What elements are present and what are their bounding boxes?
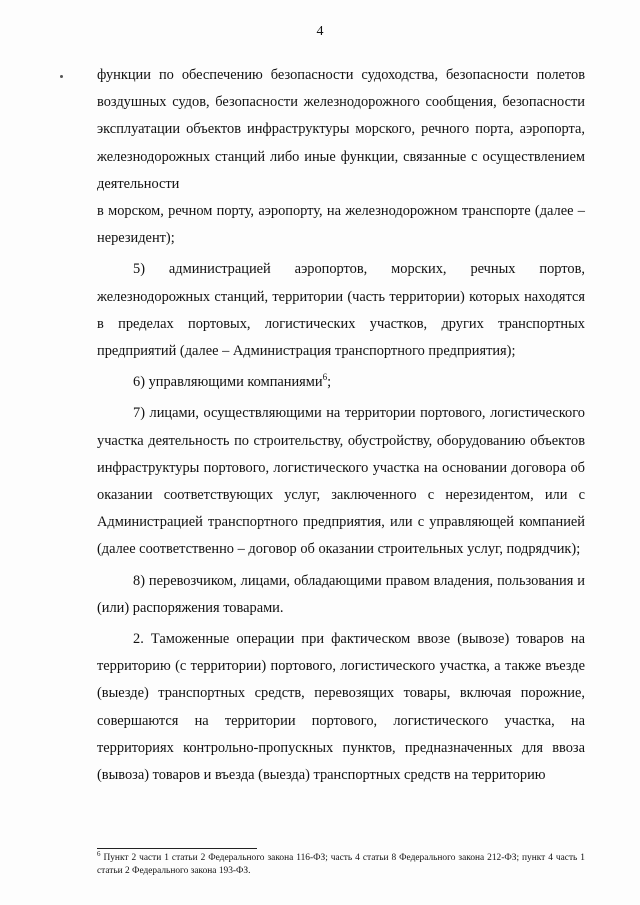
list-item-6-text: 6) управляющими компаниями bbox=[133, 374, 323, 391]
list-item-5: 5) администрацией аэропортов, морских, речных портов, железнодорожных станций, территории (часть территории) которых находятся в пределах портовых, логистических участков, других транспортных предприятий (далее – Администрация транспортного предприятия); bbox=[97, 261, 585, 360]
footnote-ref: 6 bbox=[322, 372, 328, 383]
scan-dot bbox=[60, 75, 63, 78]
list-item-6-end: ; bbox=[327, 374, 332, 391]
page-number: 4 bbox=[316, 24, 324, 39]
body-text bbox=[97, 62, 585, 789]
footnote-rule bbox=[97, 848, 257, 849]
list-item-8: 8) перевозчиком, лицами, обладающими правом владения, пользования и (или) распоряжения товарами. bbox=[97, 572, 585, 616]
paragraph-continuation: функции по обеспечению безопасности судоходства, безопасности полетов воздушных судов, безопасности железнодорожного сообщения, безопасности эксплуатации объектов инфраструктуры морского, речного порта, аэропорта, железнодорожных станций либо иные функции, связанные с осуществлением деятельности bbox=[97, 67, 585, 192]
paragraph-continuation-2: в морском, речном порту, аэропорту, на железнодорожном транспорте (далее – нерезидент); bbox=[97, 203, 585, 247]
list-item-6 bbox=[97, 369, 585, 396]
footnote-mark: 6 bbox=[97, 849, 101, 858]
section-2: 2. Таможенные операции при фактическом ввозе (вывозе) товаров на территорию (с территории) портового, логистического участка, а также въезде (выезде) транспортных средств, перевозящих товары, включая порожние, совершаются на территории портового, логистического участка, на территориях контрольно-пропускных пунктов, предназначенных для ввоза (вывоза) товаров и въезда (выезда) транспортных средств на территорию bbox=[97, 631, 585, 784]
footnote bbox=[97, 849, 585, 877]
footnote-text: Пункт 2 части 1 статьи 2 Федерального закона 116-ФЗ; часть 4 статьи 8 Федерального закона 212-ФЗ; пункт 4 часть 1 статьи 2 Федерального закона 193-ФЗ. bbox=[97, 853, 585, 876]
list-item-7: 7) лицами, осуществляющими на территории портового, логистического участка деятельность по строительству, обустройству, оборудованию объектов инфраструктуры портового, логистического участка на основании договора об оказании соответствующих услуг, заключенного с нерезидентом, или с Администрацией транспортного предприятия, или с управляющей компанией (далее соответственно – договор об оказании строительных услуг, подрядчик); bbox=[97, 405, 585, 558]
